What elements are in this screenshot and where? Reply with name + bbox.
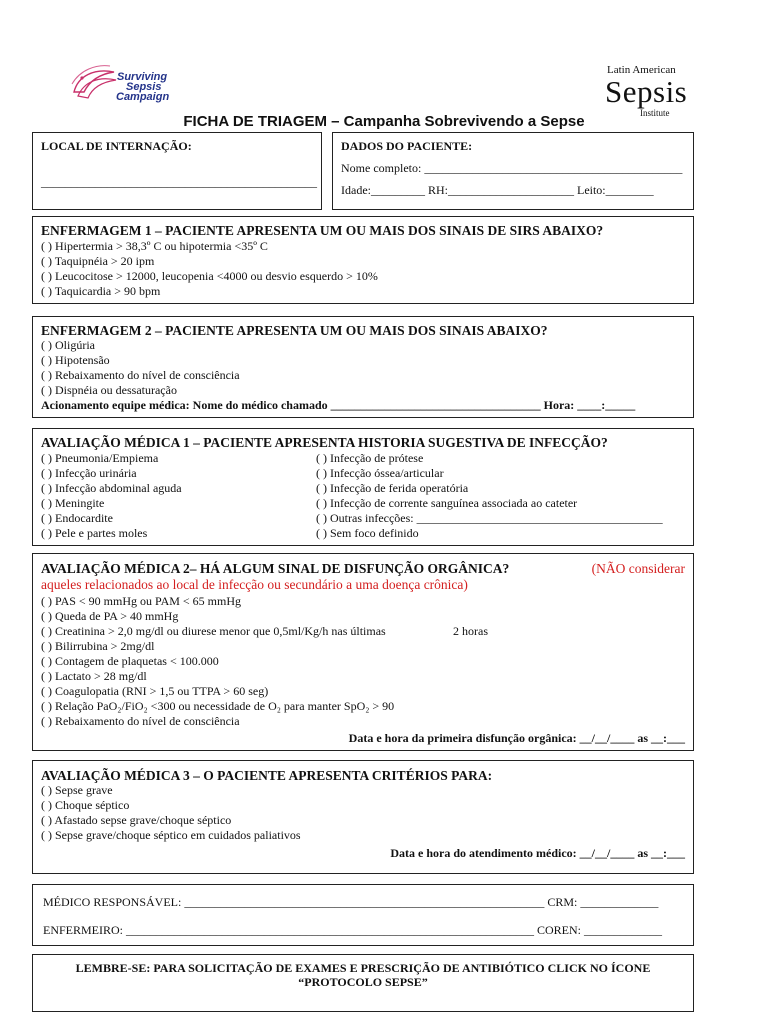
sirs-option[interactable]: ( ) Taquipnéia > 20 ipm [41, 254, 155, 268]
sinal-option[interactable]: ( ) Rebaixamento do nível de consciência [41, 368, 240, 382]
logo-right-line1: Latin American [607, 64, 676, 76]
local-internacao-box [32, 132, 322, 210]
dados-paciente-box [332, 132, 694, 210]
enfermeiro-field[interactable]: ENFERMEIRO: ____________________________________________________________________ COREN: _____________ [43, 923, 663, 937]
lembre-se-box [32, 954, 694, 1012]
data-atendimento-field[interactable]: Data e hora do atendimento médico: __/__/____ as __:___ [390, 846, 685, 860]
infeccao-option[interactable]: ( ) Sem foco definido [316, 526, 419, 540]
avaliacao-medica-2-section [32, 553, 694, 751]
local-field[interactable]: ______________________________________________ [41, 175, 317, 189]
avaliacao-2-heading: AVALIAÇÃO MÉDICA 2– HÁ ALGUM SINAL DE DISFUNÇÃO ORGÂNICA? [41, 561, 510, 576]
logo-right-line3: Institute [640, 108, 670, 118]
disfuncao-option[interactable]: ( ) Contagem de plaquetas < 100.000 [41, 654, 219, 668]
avaliacao-2-note-b: aqueles relacionados ao local de infecção ou secundário a uma doença crônica) [41, 577, 468, 592]
infeccao-option[interactable]: ( ) Infecção óssea/articular [316, 466, 444, 480]
logo-right-line2: Sepsis [605, 74, 688, 109]
page-title: FICHA DE TRIAGEM – Campanha Sobrevivendo a Sepse [183, 113, 585, 130]
infeccao-option[interactable]: ( ) Infecção de corrente sanguínea associada ao cateter [316, 496, 578, 510]
logo-left-line1: Surviving [117, 71, 168, 83]
disfuncao-option[interactable]: ( ) Lactato > 28 mg/dl [41, 669, 147, 683]
local-label: LOCAL DE INTERNAÇÃO: [41, 139, 192, 153]
criterio-option[interactable]: ( ) Choque séptico [41, 798, 130, 812]
infeccao-option[interactable]: ( ) Endocardite [41, 511, 113, 525]
disfuncao-option[interactable]: ( ) Coagulopatia (RNI > 1,5 ou TTPA > 60 seg) [41, 684, 269, 698]
duas-horas-label: 2 horas [453, 624, 488, 638]
avaliacao-1-heading: AVALIAÇÃO MÉDICA 1 – PACIENTE APRESENTA HISTORIA SUGESTIVA DE INFECÇÃO? [41, 435, 608, 450]
infeccao-option[interactable]: ( ) Infecção de ferida operatória [316, 481, 469, 495]
enfermagem-2-heading: ENFERMAGEM 2 – PACIENTE APRESENTA UM OU MAIS DOS SINAIS ABAIXO? [41, 323, 548, 338]
avaliacao-3-heading: AVALIAÇÃO MÉDICA 3 – O PACIENTE APRESENTA CRITÉRIOS PARA: [41, 768, 493, 783]
hands-emblem-icon [70, 62, 120, 106]
outras-infeccoes-field[interactable]: ( ) Outras infecções: _________________________________________ [316, 511, 663, 525]
logo-left-line3: Campaign [116, 91, 170, 103]
infeccao-option[interactable]: ( ) Pneumonia/Empiema [41, 451, 159, 465]
infeccao-option[interactable]: ( ) Meningite [41, 496, 105, 510]
sinal-option[interactable]: ( ) Dispnéia ou dessaturação [41, 383, 177, 397]
sirs-option[interactable]: ( ) Leucocitose > 12000, leucopenia <4000 ou desvio esquerdo > 10% [41, 269, 378, 283]
avaliacao-medica-3-section [32, 760, 694, 874]
disfuncao-option[interactable]: ( ) Rebaixamento do nível de consciência [41, 714, 240, 728]
medico-responsavel-field[interactable]: MÉDICO RESPONSÁVEL: ____________________________________________________________ CRM: _____________ [43, 895, 659, 909]
sinal-option[interactable]: ( ) Hipotensão [41, 353, 110, 367]
infeccao-option[interactable]: ( ) Infecção abdominal aguda [41, 481, 182, 495]
dados-label: DADOS DO PACIENTE: [341, 139, 473, 153]
data-disfuncao-field[interactable]: Data e hora da primeira disfunção orgânica: __/__/____ as __:___ [348, 731, 685, 745]
nome-field[interactable]: Nome completo: ___________________________________________ [341, 161, 683, 175]
enfermagem-1-heading: ENFERMAGEM 1 – PACIENTE APRESENTA UM OU MAIS DOS SINAIS DE SIRS ABAIXO? [41, 223, 604, 238]
acionamento-medico-field[interactable]: Acionamento equipe médica: Nome do médico chamado ___________________________________ Hora: ____:_____ [41, 398, 636, 412]
avaliacao-2-note-a: (NÃO considerar [591, 561, 685, 576]
infeccao-option[interactable]: ( ) Infecção urinária [41, 466, 137, 480]
criterio-option[interactable]: ( ) Sepse grave/choque séptico em cuidados paliativos [41, 828, 301, 842]
lembre-se-line1: LEMBRE-SE: PARA SOLICITAÇÃO DE EXAMES E PRESCRIÇÃO DE ANTIBIÓTICO CLICK NO ÍCONE [75, 961, 651, 975]
surviving-sepsis-logo [70, 60, 180, 108]
logo-left-line2: Sepsis [126, 81, 162, 93]
infeccao-option[interactable]: ( ) Infecção de prótese [316, 451, 424, 465]
enfermagem-2-section [32, 316, 694, 418]
enfermagem-1-section [32, 216, 694, 304]
infeccao-option[interactable]: ( ) Pele e partes moles [41, 526, 148, 540]
avaliacao-medica-1-section [32, 428, 694, 546]
criterio-option[interactable]: ( ) Afastado sepse grave/choque séptico [41, 813, 232, 827]
lembre-se-line2: “PROTOCOLO SEPSE” [298, 975, 428, 989]
disfuncao-option[interactable]: ( ) PAS < 90 mmHg ou PAM < 65 mmHg [41, 594, 242, 608]
idade-rh-leito-field[interactable]: Idade:_________ RH:_____________________ Leito:________ [341, 183, 654, 197]
disfuncao-option[interactable]: ( ) Bilirrubina > 2mg/dl [41, 639, 155, 653]
disfuncao-option[interactable]: ( ) Queda de PA > 40 mmHg [41, 609, 179, 623]
sirs-option[interactable]: ( ) Hipertermia > 38,3º C ou hipotermia <35º C [41, 239, 268, 253]
sirs-option[interactable]: ( ) Taquicardia > 90 bpm [41, 284, 161, 298]
criterio-option[interactable]: ( ) Sepse grave [41, 783, 113, 797]
responsaveis-box [32, 884, 694, 946]
disfuncao-option[interactable]: ( ) Relação PaO₂/FiO₂ <300 ou necessidade de O₂ para manter SpO₂ > 90 [41, 699, 395, 713]
disfuncao-option[interactable]: ( ) Creatinina > 2,0 mg/dl ou diurese menor que 0,5ml/Kg/h nas últimas [41, 624, 386, 638]
sinal-option[interactable]: ( ) Oligúria [41, 338, 95, 352]
